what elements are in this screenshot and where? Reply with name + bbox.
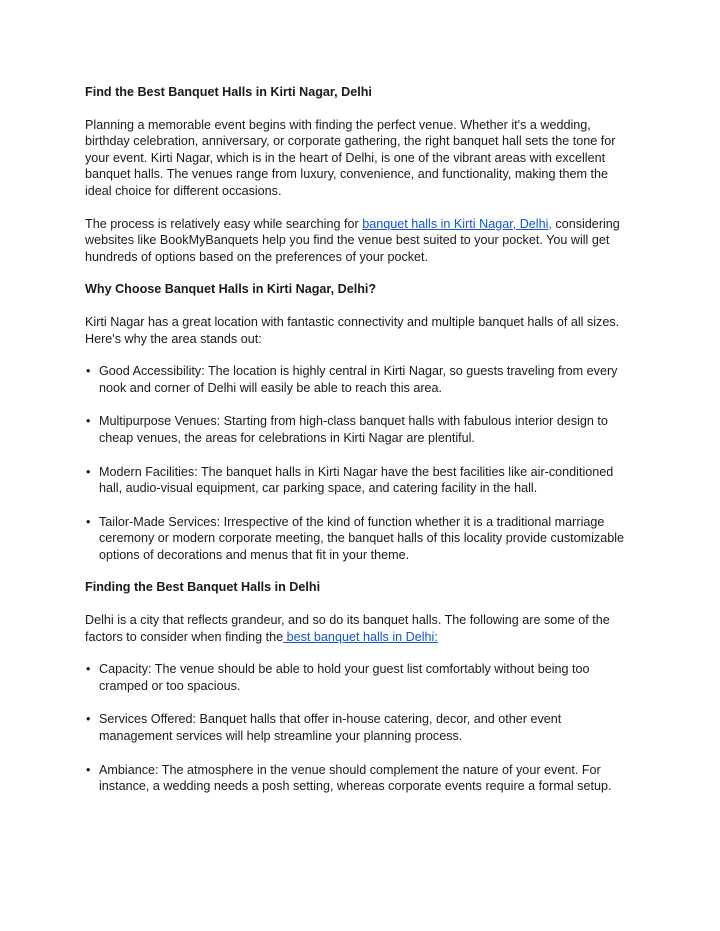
link-banquet-halls-kirti-nagar[interactable]: banquet halls in Kirti Nagar, Delhi, [362, 216, 552, 231]
why-choose-list [85, 363, 635, 563]
search-process-paragraph [85, 216, 635, 266]
list-item-capacity [85, 661, 635, 694]
list-item-text: Ambiance: The atmosphere in the venue should complement the nature of your event. For instance, a wedding needs a posh setting, whereas corporate events require a formal setup. [99, 762, 612, 794]
bullet-marker: • [86, 514, 91, 529]
list-item-good-accessibility [85, 363, 635, 396]
bullet-marker: • [86, 712, 91, 727]
heading-finding-best-banquet-halls-delhi: Finding the Best Banquet Halls in Delhi [85, 580, 321, 595]
heading-find-best-banquet-halls-kirti-nagar: Find the Best Banquet Halls in Kirti Nagar, Delhi [85, 85, 372, 99]
list-item-text: Tailor-Made Services: Irrespective of the kind of function whether it is a traditional marriage ceremony or modern corporate meeting, the banquet halls of this locality provide customizable options of decorations and menus that fit in your theme. [99, 514, 625, 562]
heading-why-choose-kirti-nagar: Why Choose Banquet Halls in Kirti Nagar, Delhi? [85, 282, 377, 297]
list-item-text: Services Offered: Banquet halls that offer in-house catering, decor, and other event management services will help streamline your planning process. [99, 712, 562, 744]
bullet-marker: • [86, 464, 91, 479]
link-best-banquet-halls-delhi[interactable]: best banquet halls in Delhi: [283, 629, 438, 644]
list-item-multipurpose-venues [85, 413, 635, 446]
list-item-services-offered [85, 711, 635, 744]
list-item-text: Multipurpose Venues: Starting from high-class banquet halls with fabulous interior design to cheap venues, the areas for celebrations in Kirti Nagar are plentiful. [99, 414, 608, 445]
bullet-marker: • [86, 662, 91, 677]
list-item-ambiance [85, 762, 635, 795]
list-item-text: Modern Facilities: The banquet halls in Kirti Nagar have the best facilities like air-conditioned hall, audio-visual equipment, car parking space, and catering facility in the hall. [99, 464, 614, 496]
document-body [85, 84, 635, 795]
list-item-text: Capacity: The venue should be able to hold your guest list comfortably without being too cramped or too spacious. [99, 662, 590, 693]
list-item-modern-facilities [85, 464, 635, 497]
intro-paragraph: Planning a memorable event begins with finding the perfect venue. Whether it's a wedding, birthday celebration, anniversary, or corporate gathering, the right banquet hall sets the tone for your event. Kirti Nagar, which is in the heart of Delhi, is one of the vibrant areas with excellent banquet halls. The venues range from luxury, convenience, and functionality, making them the ideal choice for different occasions. [85, 117, 616, 198]
delhi-intro-paragraph [85, 612, 635, 645]
list-item-tailor-made-services [85, 514, 635, 564]
delhi-intro-text: Delhi is a city that reflects grandeur, and so do its banquet halls. The following are some of the factors to consider when finding the [85, 613, 610, 644]
bullet-marker: • [86, 364, 91, 379]
list-item-text: Good Accessibility: The location is highly central in Kirti Nagar, so guests traveling from every nook and corner of Delhi will easily be able to reach this area. [99, 364, 618, 395]
why-choose-intro: Kirti Nagar has a great location with fantastic connectivity and multiple banquet halls of all sizes. Here's why the area stands out: [85, 314, 620, 346]
search-process-text-after: considering websites like BookMyBanquets help you find the venue best suited to your pocket. You will get hundreds of options based on the preferences of your pocket. [85, 216, 620, 264]
search-process-text-before: The process is relatively easy while searching for [85, 216, 363, 231]
factors-list [85, 661, 635, 795]
bullet-marker: • [86, 762, 91, 777]
bullet-marker: • [86, 414, 91, 429]
